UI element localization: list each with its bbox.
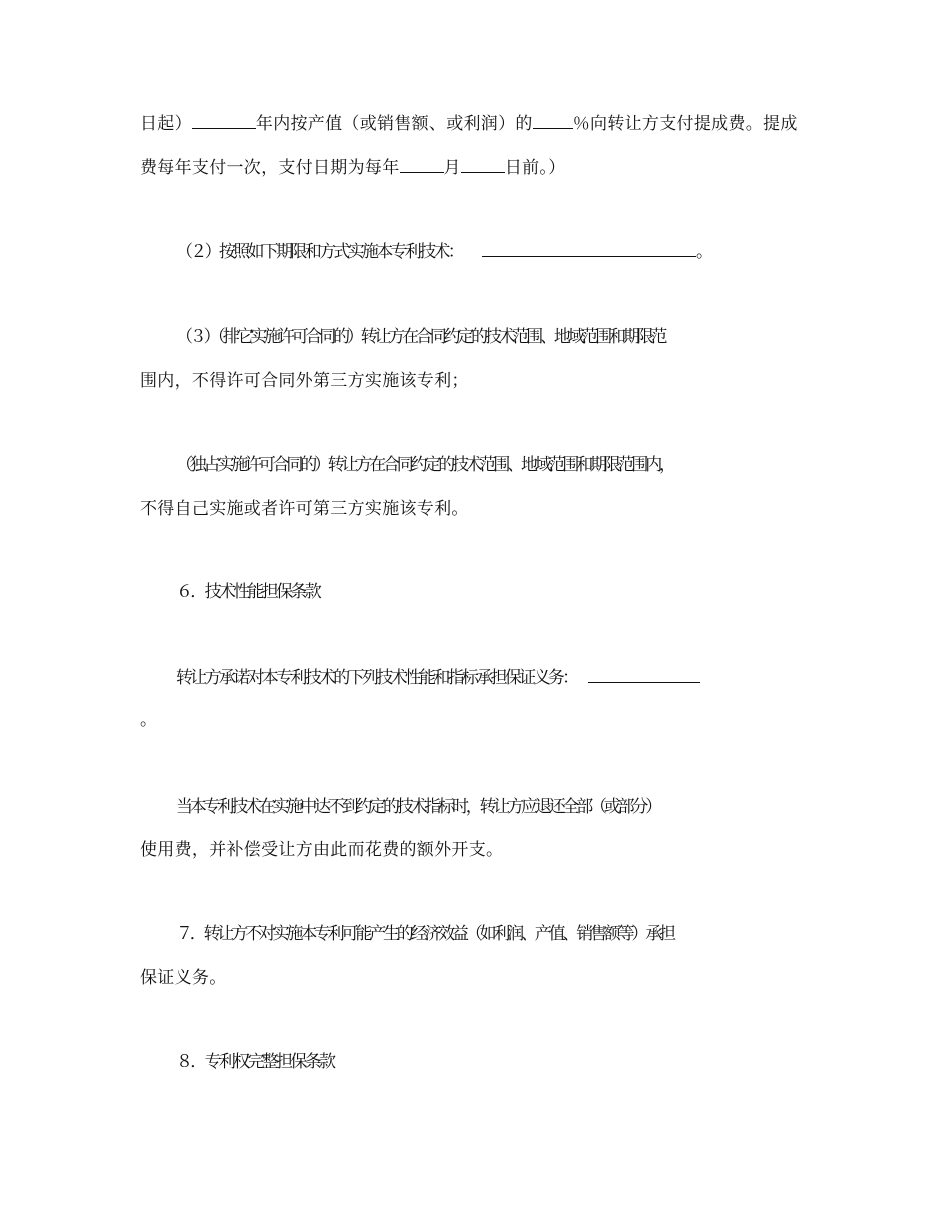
paragraph-sole-line-1 [176,453,856,477]
text-segment: 日前。） [504,158,566,178]
fill-blank-day [461,156,505,173]
paragraph-guarantee-line-2 [140,708,820,732]
text-segment: （３）（排它实施许可合同的）转让方在合同约定的技术范围、地域范围和期限范 [176,327,665,347]
fill-blank-years [192,112,256,129]
paragraph-royalty-line-2 [140,156,820,180]
text-segment: ％向转让方支付提成费。提成 [572,114,798,134]
fill-blank-implementation [482,240,696,257]
text-segment: （２）按照如下期限和方式实施本专利技术： [176,242,462,262]
paragraph-clause-7-line-1 [176,922,856,946]
paragraph-exclusive-line-1 [176,325,856,349]
text-segment: 。 [140,710,158,730]
section-heading-8 [176,1050,856,1074]
paragraph-clause-7-line-2 [140,966,820,990]
paragraph-refund-line-1 [176,795,856,819]
text-segment: 费每年支付一次，支付日期为每年 [140,158,400,178]
paragraph-implementation-terms [176,240,856,264]
fill-blank-percent [533,112,573,129]
text-segment: 保证义务。 [140,968,227,988]
paragraph-sole-line-2 [140,497,820,521]
paragraph-refund-line-2 [140,838,820,862]
text-segment: （独占实施许可合同的）转让方在合同约定的技术范围、地域范围和期限范围内， [176,455,673,475]
section-title: ８．专利权完整担保条款 [176,1052,334,1072]
fill-blank-month [400,156,444,173]
text-segment: 。 [696,242,711,262]
fill-blank-performance [588,666,700,683]
text-segment: 使用费，并补偿受让方由此而花费的额外开支。 [140,840,504,860]
text-segment: 月 [443,158,461,178]
paragraph-exclusive-line-2 [140,369,820,393]
text-segment: 年内按产值（或销售额、或利润）的 [255,114,533,134]
text-segment: 当本专利技术在实施中达不到约定的技术指标时，转让方应退还全部（或部分） [176,797,659,817]
text-segment: 围内，不得许可合同外第三方实施该专利； [140,371,469,391]
section-heading-6 [176,580,856,604]
text-segment: 不得自己实施或者许可第三方实施该专利。 [140,499,469,519]
text-segment: 日起） [140,114,192,134]
section-title: ６．技术性能担保条款 [176,582,319,602]
text-segment: 转让方承诺对本专利技术的下列技术性能和指标承担保证义务： [176,668,577,688]
text-segment: ７．转让方不对实施本专利可能产生的经济效益（如利润、产值、销售额等）承担 [176,924,673,944]
paragraph-guarantee-line-1 [176,666,856,690]
paragraph-royalty-line-1 [140,112,820,136]
